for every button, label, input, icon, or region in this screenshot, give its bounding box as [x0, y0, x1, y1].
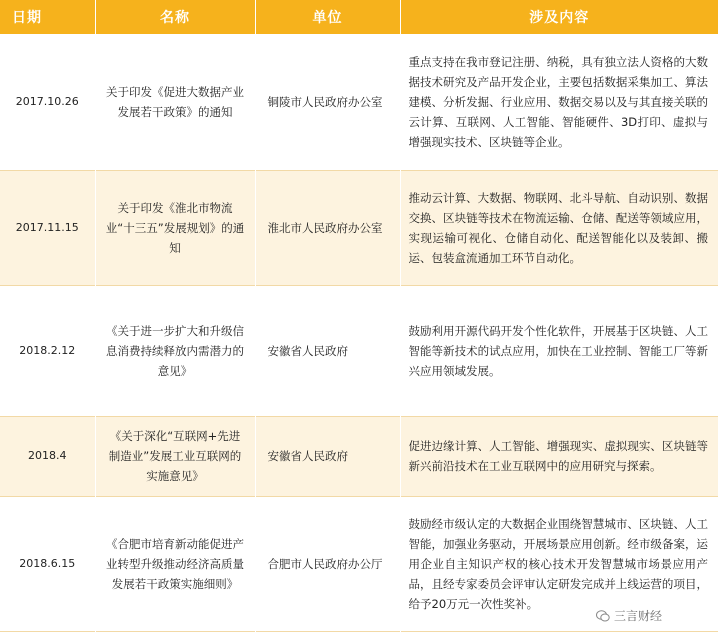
row-name: 关于印发《淮北市物流业“十三五”发展规划》的通知	[95, 170, 255, 285]
row-name: 《关于深化“互联网+先进制造业”发展工业互联网的实施意见》	[95, 416, 255, 496]
table-row	[0, 416, 718, 496]
row-name: 关于印发《促进大数据产业发展若干政策》的通知	[95, 34, 255, 170]
row-name: 《合肥市培育新动能促进产业转型升级推动经济高质量发展若干政策实施细则》	[95, 496, 255, 631]
row-content: 重点支持在我市登记注册、纳税，具有独立法人资格的大数据技术研究及产品开发企业，主要包括数据采集加工、算法建模、分析发掘、行业应用、数据交易以及与其直接关联的云计算、互联网、人工智能、智能硬件、3D打印、虚拟与增强现实技术、区块链等企业。	[400, 34, 718, 170]
header-date: 日期	[0, 0, 95, 34]
row-unit: 淮北市人民政府办公室	[255, 170, 400, 285]
header-unit: 单位	[255, 0, 400, 34]
table-row	[0, 170, 718, 285]
row-content: 鼓励经市级认定的大数据企业围绕智慧城市、区块链、人工智能，加强业务驱动，开展场景应用创新。经市级备案，运用企业自主知识产权的核心技术开发智慧城市场景应用产品，且经专家委员会评审认定研发完成并上线运营的项目，给予20万元一次性奖补。	[400, 496, 718, 631]
wechat-icon	[596, 609, 610, 623]
row-date: 2018.2.12	[0, 285, 95, 416]
row-content: 促进边缘计算、人工智能、增强现实、虚拟现实、区块链等新兴前沿技术在工业互联网中的应用研究与探索。	[400, 416, 718, 496]
row-unit: 铜陵市人民政府办公室	[255, 34, 400, 170]
row-date: 2018.6.15	[0, 496, 95, 631]
row-content: 推动云计算、大数据、物联网、北斗导航、自动识别、数据交换、区块链等技术在物流运输、仓储、配送等领域应用，实现运输可视化、仓储自动化、配送智能化以及装卸、搬运、包装盒流通加工环节自动化。	[400, 170, 718, 285]
table-row	[0, 34, 718, 170]
watermark-text: 三言财经	[614, 609, 663, 623]
header-name: 名称	[95, 0, 255, 34]
row-unit: 安徽省人民政府	[255, 416, 400, 496]
header-content: 涉及内容	[400, 0, 718, 34]
row-content: 鼓励利用开源代码开发个性化软件，开展基于区块链、人工智能等新技术的试点应用，加快在工业控制、智能工厂等新兴应用领域发展。	[400, 285, 718, 416]
row-date: 2017.11.15	[0, 170, 95, 285]
row-date: 2017.10.26	[0, 34, 95, 170]
watermark	[592, 607, 666, 624]
row-name: 《关于进一步扩大和升级信息消费持续释放内需潜力的意见》	[95, 285, 255, 416]
table-row	[0, 285, 718, 416]
row-date: 2018.4	[0, 416, 95, 496]
row-unit: 安徽省人民政府	[255, 285, 400, 416]
table-header	[0, 0, 718, 34]
row-unit: 合肥市人民政府办公厅	[255, 496, 400, 631]
